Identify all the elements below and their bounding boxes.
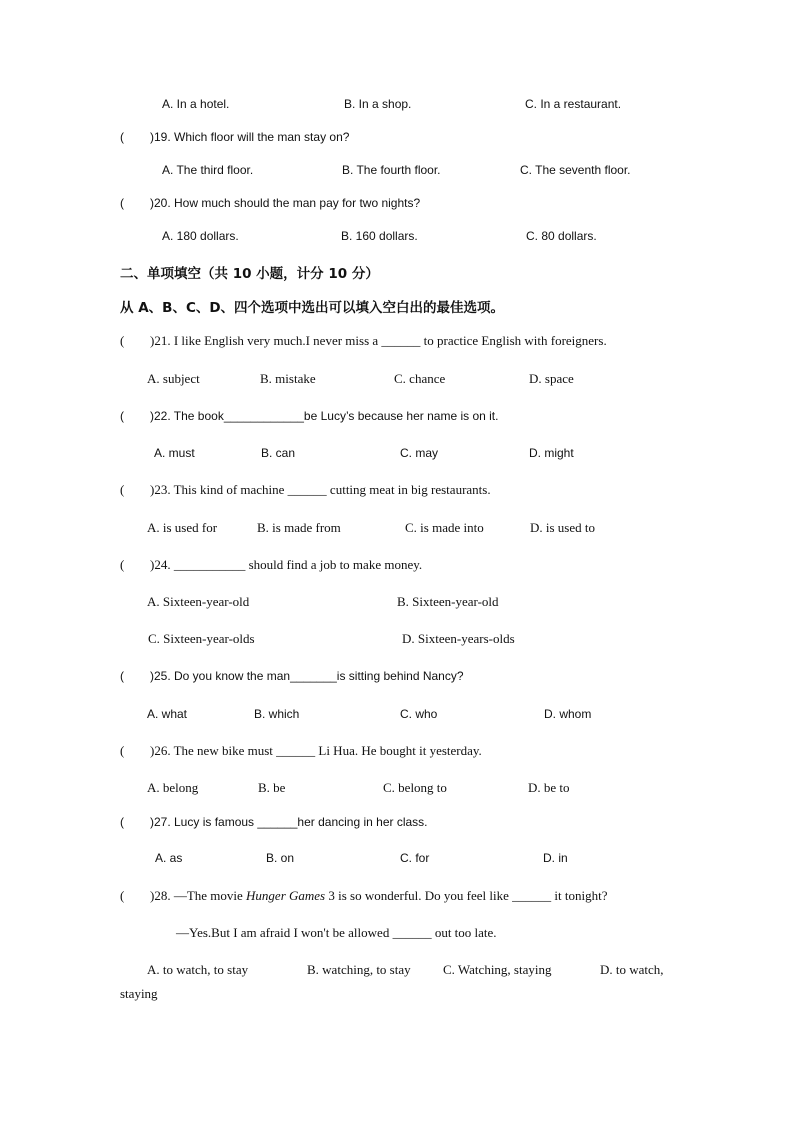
q28-option-d: D. to watch, [600, 962, 664, 977]
q25-option-a: A. what [147, 707, 188, 721]
q21-option-b: B. mistake [260, 371, 316, 386]
q22-question [120, 408, 498, 424]
q27-option-d: D. in [543, 851, 568, 865]
answer-paren: ( [120, 409, 124, 423]
q25-question [120, 668, 464, 684]
q28-option-b: B. watching, to stay [307, 962, 411, 977]
q18-option-b: B. In a shop. [344, 97, 412, 111]
q23-question [120, 482, 491, 498]
q27-stem: )27. Lucy is famous ______her dancing in her class. [150, 815, 428, 829]
q28-option-a: A. to watch, to stay [147, 962, 249, 977]
q28-option-d-continued: staying [120, 986, 158, 1001]
q23-stem: )23. This kind of machine ______ cutting meat in big restaurants. [150, 482, 491, 497]
section-title: 二、单项填空（共 10 小题，计分 10 分） [120, 266, 379, 282]
q19-question [120, 129, 349, 145]
q23-option-d: D. is used to [530, 520, 595, 535]
q21-stem: )21. I like English very much.I never miss a ______ to practice English with foreigners. [150, 333, 607, 348]
q18-option-a: A. In a hotel. [162, 97, 230, 111]
q27-question [120, 814, 428, 830]
q20-option-b: B. 160 dollars. [341, 229, 418, 243]
q26-option-a: A. belong [147, 780, 199, 795]
q24-option-b: B. Sixteen-year-old [397, 594, 499, 609]
q22-option-a: A. must [154, 446, 195, 460]
q26-question [120, 743, 482, 759]
q26-option-c: C. belong to [383, 780, 447, 795]
answer-paren: ( [120, 196, 124, 210]
answer-paren: ( [120, 888, 125, 903]
q24-option-a: A. Sixteen-year-old [147, 594, 250, 609]
q24-stem: )24. ___________ should find a job to make money. [150, 557, 423, 572]
q23-option-c: C. is made into [405, 520, 484, 535]
q27-option-c: C. for [400, 851, 430, 865]
answer-paren: ( [120, 130, 124, 144]
answer-paren: ( [120, 482, 125, 497]
q24-option-c: C. Sixteen-year-olds [148, 631, 255, 646]
section-instruction: 从 A、B、C、D、四个选项中选出可以填入空白出的最佳选项。 [120, 300, 505, 316]
answer-paren: ( [120, 743, 125, 758]
q22-stem: )22. The book____________be Lucy’s because her name is on it. [150, 409, 499, 423]
q21-option-a: A. subject [147, 371, 200, 386]
q23-option-b: B. is made from [257, 520, 341, 535]
q28-movie-title: Hunger Games [246, 888, 326, 903]
q22-option-b: B. can [261, 446, 296, 460]
q22-option-c: C. may [400, 446, 439, 460]
q27-option-a: A. as [155, 851, 183, 865]
q21-option-d: D. space [529, 371, 574, 386]
q21-option-c: C. chance [394, 371, 446, 386]
answer-paren: ( [120, 557, 125, 572]
answer-paren: ( [120, 333, 125, 348]
q20-option-c: C. 80 dollars. [526, 229, 597, 243]
q27-option-b: B. on [266, 851, 295, 865]
q19-option-a: A. The third floor. [162, 163, 254, 177]
q28-option-c: C. Watching, staying [443, 962, 552, 977]
q26-option-d: D. be to [528, 780, 570, 795]
q28-question [120, 888, 607, 904]
q24-option-d: D. Sixteen-years-olds [402, 631, 515, 646]
q22-option-d: D. might [529, 446, 574, 460]
q25-option-b: B. which [254, 707, 300, 721]
q25-option-d: D. whom [544, 707, 592, 721]
q25-stem: )25. Do you know the man_______is sitting behind Nancy? [150, 669, 464, 683]
q25-option-c: C. who [400, 707, 438, 721]
q21-question [120, 333, 607, 349]
q20-question [120, 195, 420, 211]
q28-stem-pre: )28. —The movie [150, 888, 247, 903]
q28-reply: —Yes.But I am afraid I won't be allowed ______ out too late. [176, 925, 497, 940]
q24-question [120, 557, 422, 573]
q26-option-b: B. be [258, 780, 286, 795]
q19-option-b: B. The fourth floor. [342, 163, 441, 177]
answer-paren: ( [120, 669, 124, 683]
q20-option-a: A. 180 dollars. [162, 229, 239, 243]
q26-stem: )26. The new bike must ______ Li Hua. He bought it yesterday. [150, 743, 482, 758]
q18-option-c: C. In a restaurant. [525, 97, 622, 111]
answer-paren: ( [120, 815, 124, 829]
q20-stem: )20. How much should the man pay for two nights? [150, 196, 421, 210]
q19-stem: )19. Which floor will the man stay on? [150, 130, 350, 144]
q19-option-c: C. The seventh floor. [520, 163, 631, 177]
q28-stem-post: 3 is so wonderful. Do you feel like ______ it tonight? [325, 888, 608, 903]
q23-option-a: A. is used for [147, 520, 218, 535]
